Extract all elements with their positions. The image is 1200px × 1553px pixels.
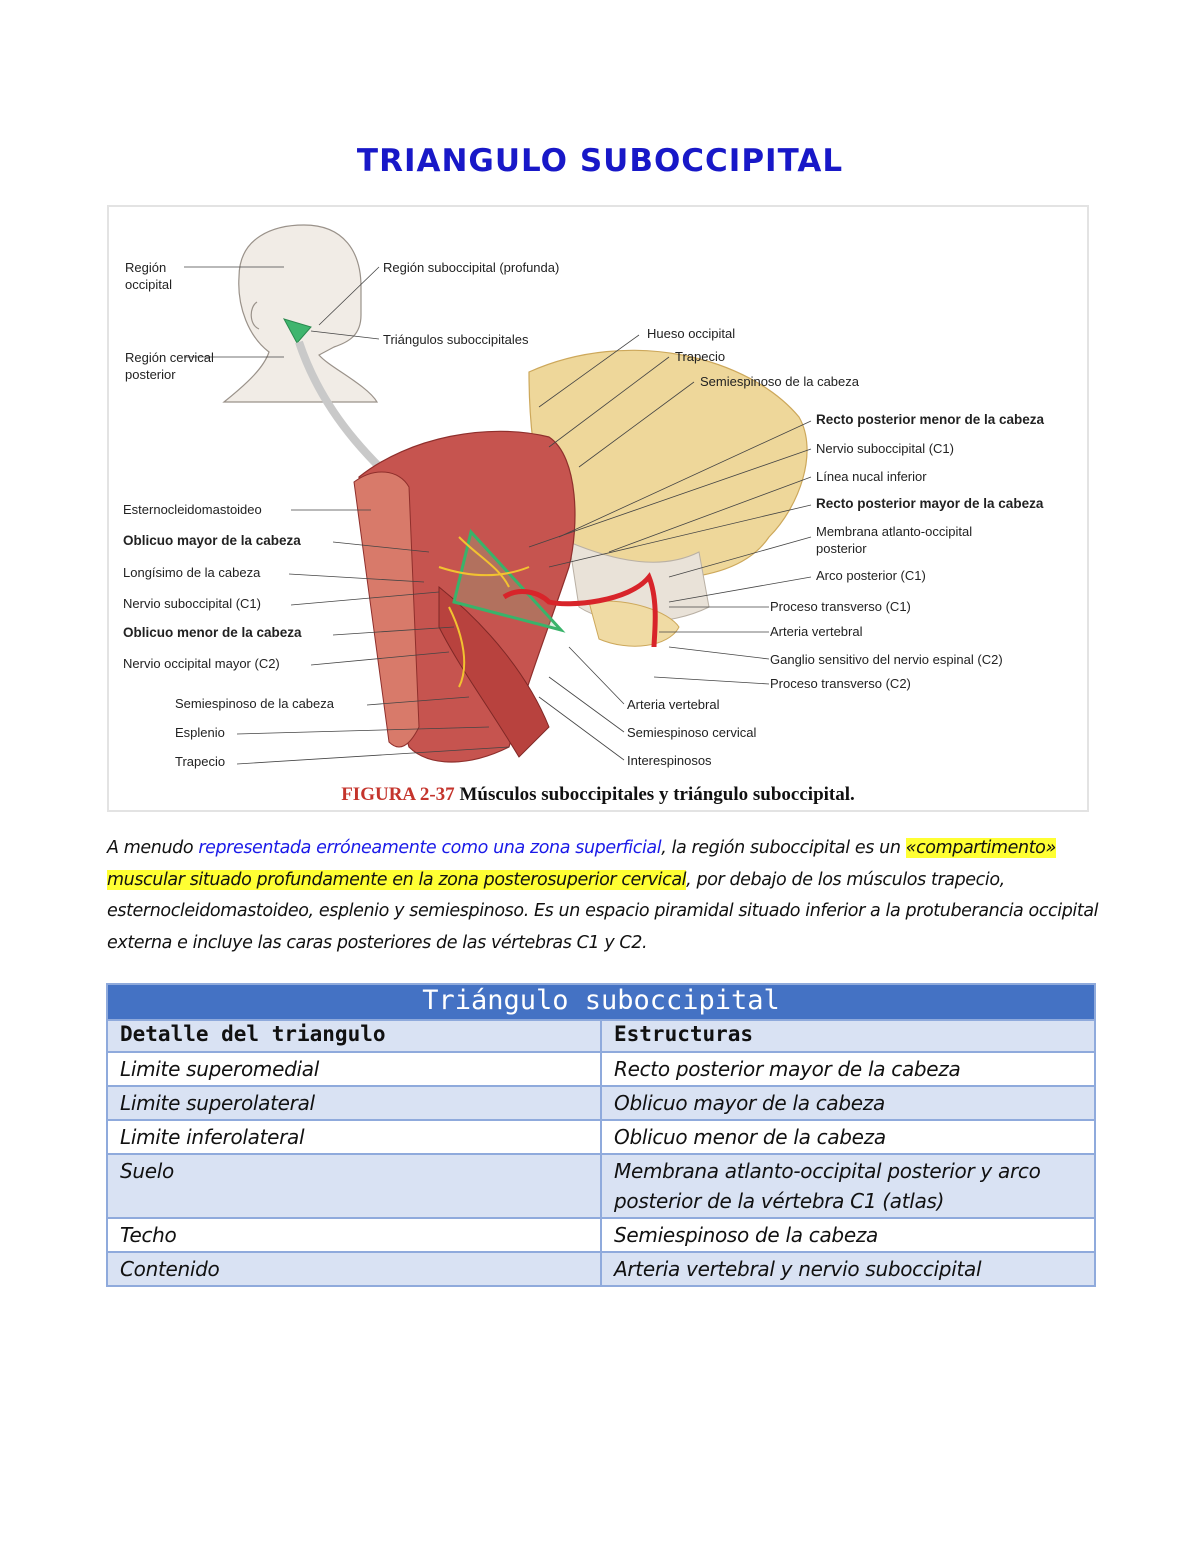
label-nervio-suboccipital-right: Nervio suboccipital (C1) xyxy=(816,441,954,456)
intro-part1: A menudo xyxy=(107,838,199,858)
label-oblicuo-menor: Oblicuo menor de la cabeza xyxy=(123,625,302,640)
label-region-suboccipital: Región suboccipital (profunda) xyxy=(383,260,560,275)
label-trapecio-right: Trapecio xyxy=(675,349,726,364)
row-detail: Limite inferolateral xyxy=(107,1120,601,1154)
table-row xyxy=(107,1252,1095,1286)
row-detail: Contenido xyxy=(107,1252,601,1286)
label-ganglio-sensitivo: Ganglio sensitivo del nervio espinal (C2) xyxy=(770,652,1003,667)
anatomy-figure xyxy=(107,205,1089,812)
label-region-occipital: Región occipital xyxy=(125,260,172,292)
figure-caption-text: Músculos suboccipitales y triángulo suboccipital. xyxy=(459,784,855,805)
label-membrana-atlanto-occipital: Membrana atlanto-occipital posterior xyxy=(816,524,973,556)
row-detail: Suelo xyxy=(107,1154,601,1218)
intro-highlighted-text: «compartimento» muscular situado profundamente en la zona posterosuperior cervical xyxy=(107,838,1056,890)
label-semiespinoso-left: Semiespinoso de la cabeza xyxy=(175,696,334,711)
label-semiespinoso-cervical: Semiespinoso cervical xyxy=(627,725,757,740)
label-sternocleidomastoid: Esternocleidomastoideo xyxy=(123,502,262,517)
row-structure: Oblicuo menor de la cabeza xyxy=(601,1120,1095,1154)
table-row xyxy=(107,1052,1095,1086)
triangle-table xyxy=(106,983,1096,1287)
row-structure: Semiespinoso de la cabeza xyxy=(601,1218,1095,1252)
column-header-detail: Detalle del triangulo xyxy=(107,1020,601,1052)
label-nervio-occipital-mayor: Nervio occipital mayor (C2) xyxy=(123,656,280,671)
label-region-cervical-posterior: Región cervical posterior xyxy=(125,350,214,382)
table-row xyxy=(107,1120,1095,1154)
label-esplenio: Esplenio xyxy=(175,725,225,740)
label-arco-posterior: Arco posterior (C1) xyxy=(816,568,926,583)
label-longisimo: Longísimo de la cabeza xyxy=(123,565,261,580)
table-row xyxy=(107,1086,1095,1120)
label-arteria-vertebral-right: Arteria vertebral xyxy=(770,624,863,639)
row-detail: Limite superolateral xyxy=(107,1086,601,1120)
label-recto-posterior-menor: Recto posterior menor de la cabeza xyxy=(816,412,1045,427)
table-row xyxy=(107,1154,1095,1218)
row-structure: Arteria vertebral y nervio suboccipital xyxy=(601,1252,1095,1286)
intro-blue-text: representada erróneamente como una zona superficial xyxy=(198,838,662,858)
row-detail: Techo xyxy=(107,1218,601,1252)
label-triangulos-suboccipitales: Triángulos suboccipitales xyxy=(383,332,529,347)
table-title: Triángulo suboccipital xyxy=(107,984,1095,1020)
intro-part5: , por debajo de los músculos trapecio, esternocleidomastoideo, esplenio y semiespinoso. Es un espacio piramidal situado inferior a la protuberancia occipital externa e incluye las caras posteriores de las vértebras C1 y C2. xyxy=(107,869,1099,953)
figure-caption xyxy=(109,784,1087,806)
label-proceso-transverso-c2: Proceso transverso (C2) xyxy=(770,676,911,691)
label-interespinosos: Interespinosos xyxy=(627,753,712,768)
intro-part3: , la región suboccipital es un xyxy=(661,838,906,858)
row-structure: Membrana atlanto-occipital posterior y arco posterior de la vértebra C1 (atlas) xyxy=(601,1154,1095,1218)
row-structure: Recto posterior mayor de la cabeza xyxy=(601,1052,1095,1086)
label-oblicuo-mayor: Oblicuo mayor de la cabeza xyxy=(123,533,301,548)
label-arteria-vertebral-bottom: Arteria vertebral xyxy=(627,697,720,712)
label-nervio-suboccipital-left: Nervio suboccipital (C1) xyxy=(123,596,261,611)
figure-caption-number: FIGURA 2-37 xyxy=(341,784,455,805)
table-row xyxy=(107,1218,1095,1252)
column-header-structures: Estructuras xyxy=(601,1020,1095,1052)
sternocleidomastoid-muscle xyxy=(354,472,419,747)
label-linea-nucal-inferior: Línea nucal inferior xyxy=(816,469,927,484)
label-semiespinoso-right: Semiespinoso de la cabeza xyxy=(700,374,859,389)
head-silhouette xyxy=(224,225,377,402)
page-title: TRIANGULO SUBOCCIPITAL xyxy=(356,143,844,179)
label-trapecio-left: Trapecio xyxy=(175,754,226,769)
row-structure: Oblicuo mayor de la cabeza xyxy=(601,1086,1095,1120)
row-detail: Limite superomedial xyxy=(107,1052,601,1086)
intro-paragraph xyxy=(107,833,1099,959)
label-recto-posterior-mayor: Recto posterior mayor de la cabeza xyxy=(816,496,1044,511)
label-proceso-transverso-c1: Proceso transverso (C1) xyxy=(770,599,911,614)
label-hueso-occipital: Hueso occipital xyxy=(647,326,736,341)
